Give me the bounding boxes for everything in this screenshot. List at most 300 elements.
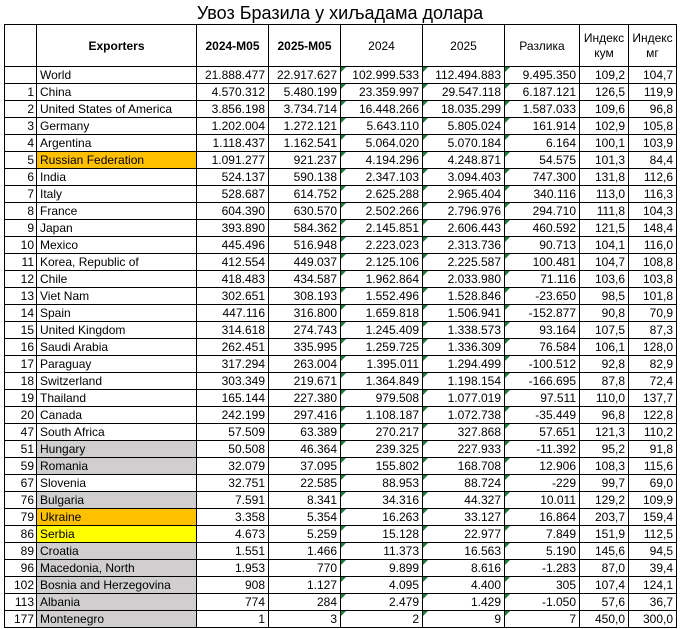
index-cumulative-cell[interactable]: 151,9 [580,526,629,543]
exporter-cell[interactable]: Italy [37,186,197,203]
value-2024-cell[interactable]: 23.359.997 [341,84,423,101]
index-monthly-cell[interactable]: 115,6 [629,458,677,475]
value-2025-m05-cell[interactable]: 5.354 [269,509,341,526]
difference-cell[interactable]: 1.587.033 [505,101,580,118]
index-cumulative-cell[interactable]: 100,1 [580,135,629,152]
value-2025-m05-cell[interactable]: 335.995 [269,339,341,356]
value-2024-m05-cell[interactable]: 1.118.437 [197,135,269,152]
difference-cell[interactable]: 97.511 [505,390,580,407]
index-monthly-cell[interactable]: 109,9 [629,492,677,509]
index-monthly-cell[interactable]: 112,6 [629,169,677,186]
value-2025-m05-cell[interactable]: 630.570 [269,203,341,220]
value-2024-cell[interactable]: 1.245.409 [341,322,423,339]
value-2024-cell[interactable]: 15.128 [341,526,423,543]
index-monthly-cell[interactable]: 108,8 [629,254,677,271]
index-monthly-cell[interactable]: 96,8 [629,101,677,118]
index-monthly-cell[interactable]: 148,4 [629,220,677,237]
rank-cell[interactable]: 10 [5,237,37,254]
difference-cell[interactable]: -1.050 [505,594,580,611]
exporter-cell[interactable]: Viet Nam [37,288,197,305]
header-difference[interactable]: Разлика [505,25,580,67]
difference-cell[interactable]: -1.283 [505,560,580,577]
value-2025-cell[interactable]: 16.563 [423,543,505,560]
value-2024-cell[interactable]: 34.316 [341,492,423,509]
value-2025-cell[interactable]: 4.248.871 [423,152,505,169]
exporter-cell[interactable]: United States of America [37,101,197,118]
value-2024-cell[interactable]: 1.259.725 [341,339,423,356]
rank-cell[interactable]: 17 [5,356,37,373]
exporter-cell[interactable]: Japan [37,220,197,237]
difference-cell[interactable]: 12.906 [505,458,580,475]
rank-cell[interactable]: 96 [5,560,37,577]
rank-cell[interactable]: 59 [5,458,37,475]
exporter-cell[interactable]: Slovenia [37,475,197,492]
value-2024-cell[interactable]: 2.502.266 [341,203,423,220]
value-2025-m05-cell[interactable]: 516.948 [269,237,341,254]
rank-cell[interactable]: 16 [5,339,37,356]
value-2025-m05-cell[interactable]: 1.272.121 [269,118,341,135]
value-2024-cell[interactable]: 239.325 [341,441,423,458]
value-2024-cell[interactable]: 979.508 [341,390,423,407]
exporter-cell[interactable]: Saudi Arabia [37,339,197,356]
index-cumulative-cell[interactable]: 87,0 [580,560,629,577]
value-2024-cell[interactable]: 2 [341,611,423,628]
value-2025-m05-cell[interactable]: 5.259 [269,526,341,543]
value-2024-m05-cell[interactable]: 7.591 [197,492,269,509]
value-2025-m05-cell[interactable]: 284 [269,594,341,611]
index-monthly-cell[interactable]: 159,4 [629,509,677,526]
value-2025-m05-cell[interactable]: 308.193 [269,288,341,305]
difference-cell[interactable]: -229 [505,475,580,492]
value-2025-m05-cell[interactable]: 3 [269,611,341,628]
rank-cell[interactable]: 20 [5,407,37,424]
value-2025-m05-cell[interactable]: 46.364 [269,441,341,458]
value-2025-cell[interactable]: 44.327 [423,492,505,509]
value-2024-m05-cell[interactable]: 314.618 [197,322,269,339]
difference-cell[interactable]: -152.877 [505,305,580,322]
rank-cell[interactable]: 6 [5,169,37,186]
index-monthly-cell[interactable]: 84,4 [629,152,677,169]
rank-cell[interactable]: 18 [5,373,37,390]
header-index-cumulative[interactable]: Индекс кум [580,25,629,67]
value-2025-m05-cell[interactable]: 227.380 [269,390,341,407]
exporter-cell[interactable]: France [37,203,197,220]
rank-cell[interactable]: 9 [5,220,37,237]
difference-cell[interactable]: 7.849 [505,526,580,543]
index-cumulative-cell[interactable]: 104,7 [580,254,629,271]
rank-cell[interactable]: 47 [5,424,37,441]
rank-cell[interactable]: 14 [5,305,37,322]
exporter-cell[interactable]: Romania [37,458,197,475]
index-cumulative-cell[interactable]: 87,8 [580,373,629,390]
index-cumulative-cell[interactable]: 101,3 [580,152,629,169]
index-cumulative-cell[interactable]: 203,7 [580,509,629,526]
value-2024-cell[interactable]: 4.095 [341,577,423,594]
index-monthly-cell[interactable]: 110,2 [629,424,677,441]
value-2025-cell[interactable]: 327.868 [423,424,505,441]
index-monthly-cell[interactable]: 101,8 [629,288,677,305]
value-2025-cell[interactable]: 3.094.403 [423,169,505,186]
value-2024-m05-cell[interactable]: 528.687 [197,186,269,203]
index-cumulative-cell[interactable]: 111,8 [580,203,629,220]
value-2025-m05-cell[interactable]: 770 [269,560,341,577]
value-2025-m05-cell[interactable]: 614.752 [269,186,341,203]
value-2025-cell[interactable]: 33.127 [423,509,505,526]
value-2024-m05-cell[interactable]: 3.856.198 [197,101,269,118]
exporter-cell[interactable]: Argentina [37,135,197,152]
value-2024-m05-cell[interactable]: 32.751 [197,475,269,492]
value-2024-cell[interactable]: 1.108.187 [341,407,423,424]
value-2024-cell[interactable]: 5.643.110 [341,118,423,135]
value-2024-cell[interactable]: 2.223.023 [341,237,423,254]
index-monthly-cell[interactable]: 300,0 [629,611,677,628]
value-2024-m05-cell[interactable]: 317.294 [197,356,269,373]
exporter-cell[interactable]: Spain [37,305,197,322]
index-cumulative-cell[interactable]: 103,6 [580,271,629,288]
value-2025-cell[interactable]: 2.033.980 [423,271,505,288]
value-2025-cell[interactable]: 1.198.154 [423,373,505,390]
rank-cell[interactable]: 4 [5,135,37,152]
value-2024-cell[interactable]: 155.802 [341,458,423,475]
value-2024-m05-cell[interactable]: 165.144 [197,390,269,407]
value-2025-cell[interactable]: 112.494.883 [423,67,505,84]
rank-cell[interactable]: 7 [5,186,37,203]
exporter-cell[interactable]: Ukraine [37,509,197,526]
index-monthly-cell[interactable]: 116,3 [629,186,677,203]
exporter-cell[interactable]: Serbia [37,526,197,543]
value-2025-cell[interactable]: 1.336.309 [423,339,505,356]
value-2024-m05-cell[interactable]: 50.508 [197,441,269,458]
index-monthly-cell[interactable]: 116,0 [629,237,677,254]
value-2025-m05-cell[interactable]: 584.362 [269,220,341,237]
value-2025-m05-cell[interactable]: 449.037 [269,254,341,271]
rank-cell[interactable]: 113 [5,594,37,611]
rank-cell[interactable]: 2 [5,101,37,118]
rank-cell[interactable]: 89 [5,543,37,560]
difference-cell[interactable]: 5.190 [505,543,580,560]
index-monthly-cell[interactable]: 69,0 [629,475,677,492]
exporter-cell[interactable]: Germany [37,118,197,135]
value-2024-m05-cell[interactable]: 1 [197,611,269,628]
value-2025-m05-cell[interactable]: 1.466 [269,543,341,560]
index-cumulative-cell[interactable]: 90,8 [580,305,629,322]
index-cumulative-cell[interactable]: 96,8 [580,407,629,424]
value-2025-cell[interactable]: 4.400 [423,577,505,594]
index-monthly-cell[interactable]: 137,7 [629,390,677,407]
rank-cell[interactable]: 76 [5,492,37,509]
value-2025-cell[interactable]: 22.977 [423,526,505,543]
value-2025-cell[interactable]: 2.606.443 [423,220,505,237]
value-2024-m05-cell[interactable]: 302.651 [197,288,269,305]
index-cumulative-cell[interactable]: 99,7 [580,475,629,492]
index-monthly-cell[interactable]: 122,8 [629,407,677,424]
value-2024-m05-cell[interactable]: 412.554 [197,254,269,271]
value-2025-cell[interactable]: 2.225.587 [423,254,505,271]
difference-cell[interactable]: 340.116 [505,186,580,203]
value-2025-cell[interactable]: 2.796.976 [423,203,505,220]
index-cumulative-cell[interactable]: 98,5 [580,288,629,305]
value-2024-m05-cell[interactable]: 447.116 [197,305,269,322]
value-2024-cell[interactable]: 5.064.020 [341,135,423,152]
index-cumulative-cell[interactable]: 131,8 [580,169,629,186]
exporter-cell[interactable]: Chile [37,271,197,288]
value-2024-m05-cell[interactable]: 4.570.312 [197,84,269,101]
value-2024-cell[interactable]: 9.899 [341,560,423,577]
value-2024-m05-cell[interactable]: 774 [197,594,269,611]
difference-cell[interactable]: 305 [505,577,580,594]
index-monthly-cell[interactable]: 36,7 [629,594,677,611]
value-2025-cell[interactable]: 1.338.573 [423,322,505,339]
value-2025-m05-cell[interactable]: 22.917.627 [269,67,341,84]
value-2025-cell[interactable]: 2.965.404 [423,186,505,203]
header-2024-m05[interactable]: 2024-M05 [197,25,269,67]
value-2024-m05-cell[interactable]: 393.890 [197,220,269,237]
value-2024-cell[interactable]: 16.263 [341,509,423,526]
value-2025-m05-cell[interactable]: 219.671 [269,373,341,390]
difference-cell[interactable]: 10.011 [505,492,580,509]
value-2025-cell[interactable]: 88.724 [423,475,505,492]
index-monthly-cell[interactable]: 70,9 [629,305,677,322]
value-2024-cell[interactable]: 1.364.849 [341,373,423,390]
rank-cell[interactable]: 79 [5,509,37,526]
value-2025-cell[interactable]: 227.933 [423,441,505,458]
difference-cell[interactable]: -35.449 [505,407,580,424]
value-2024-cell[interactable]: 2.145.851 [341,220,423,237]
rank-cell[interactable]: 15 [5,322,37,339]
value-2024-cell[interactable]: 1.552.496 [341,288,423,305]
value-2025-m05-cell[interactable]: 3.734.714 [269,101,341,118]
exporter-cell[interactable]: Bulgaria [37,492,197,509]
index-cumulative-cell[interactable]: 107,5 [580,322,629,339]
value-2025-m05-cell[interactable]: 37.095 [269,458,341,475]
index-cumulative-cell[interactable]: 57,6 [580,594,629,611]
exporter-cell[interactable]: Hungary [37,441,197,458]
value-2025-m05-cell[interactable]: 316.800 [269,305,341,322]
index-cumulative-cell[interactable]: 129,2 [580,492,629,509]
value-2025-m05-cell[interactable]: 1.162.541 [269,135,341,152]
difference-cell[interactable]: -23.650 [505,288,580,305]
value-2024-cell[interactable]: 16.448.266 [341,101,423,118]
index-monthly-cell[interactable]: 103,8 [629,271,677,288]
exporter-cell[interactable]: Canada [37,407,197,424]
index-monthly-cell[interactable]: 119,9 [629,84,677,101]
value-2024-m05-cell[interactable]: 303.349 [197,373,269,390]
index-monthly-cell[interactable]: 91,8 [629,441,677,458]
value-2024-m05-cell[interactable]: 604.390 [197,203,269,220]
exporter-cell[interactable]: Macedonia, North [37,560,197,577]
value-2024-cell[interactable]: 1.395.011 [341,356,423,373]
index-monthly-cell[interactable]: 128,0 [629,339,677,356]
rank-cell[interactable]: 8 [5,203,37,220]
index-cumulative-cell[interactable]: 104,1 [580,237,629,254]
exporter-cell[interactable]: China [37,84,197,101]
index-monthly-cell[interactable]: 82,9 [629,356,677,373]
value-2025-cell[interactable]: 1.528.846 [423,288,505,305]
value-2025-cell[interactable]: 1.506.941 [423,305,505,322]
value-2025-cell[interactable]: 1.294.499 [423,356,505,373]
value-2024-cell[interactable]: 2.479 [341,594,423,611]
rank-cell[interactable]: 11 [5,254,37,271]
header-2025-m05[interactable]: 2025-M05 [269,25,341,67]
index-monthly-cell[interactable]: 72,4 [629,373,677,390]
index-cumulative-cell[interactable]: 126,5 [580,84,629,101]
value-2024-cell[interactable]: 2.347.103 [341,169,423,186]
value-2025-m05-cell[interactable]: 8.341 [269,492,341,509]
index-cumulative-cell[interactable]: 95,2 [580,441,629,458]
value-2024-m05-cell[interactable]: 4.673 [197,526,269,543]
value-2024-cell[interactable]: 88.953 [341,475,423,492]
index-monthly-cell[interactable]: 103,9 [629,135,677,152]
value-2025-cell[interactable]: 2.313.736 [423,237,505,254]
value-2024-m05-cell[interactable]: 1.202.004 [197,118,269,135]
value-2024-m05-cell[interactable]: 1.953 [197,560,269,577]
index-cumulative-cell[interactable]: 108,3 [580,458,629,475]
rank-cell[interactable]: 177 [5,611,37,628]
exporter-cell[interactable]: World [37,67,197,84]
rank-cell[interactable]: 86 [5,526,37,543]
rank-cell[interactable]: 67 [5,475,37,492]
value-2024-cell[interactable]: 4.194.296 [341,152,423,169]
difference-cell[interactable]: 76.584 [505,339,580,356]
index-monthly-cell[interactable]: 105,8 [629,118,677,135]
index-cumulative-cell[interactable]: 113,0 [580,186,629,203]
difference-cell[interactable]: 71.116 [505,271,580,288]
difference-cell[interactable]: 100.481 [505,254,580,271]
difference-cell[interactable]: 6.164 [505,135,580,152]
value-2024-m05-cell[interactable]: 242.199 [197,407,269,424]
header-2025[interactable]: 2025 [423,25,505,67]
header-exporters[interactable]: Exporters [37,25,197,67]
value-2024-m05-cell[interactable]: 57.509 [197,424,269,441]
exporter-cell[interactable]: Croatia [37,543,197,560]
difference-cell[interactable]: 7 [505,611,580,628]
value-2025-m05-cell[interactable]: 5.480.199 [269,84,341,101]
index-cumulative-cell[interactable]: 107,4 [580,577,629,594]
index-cumulative-cell[interactable]: 92,8 [580,356,629,373]
rank-cell[interactable]: 51 [5,441,37,458]
difference-cell[interactable]: 161.914 [505,118,580,135]
value-2025-m05-cell[interactable]: 1.127 [269,577,341,594]
exporter-cell[interactable]: South Africa [37,424,197,441]
value-2025-cell[interactable]: 168.708 [423,458,505,475]
exporter-cell[interactable]: India [37,169,197,186]
value-2025-cell[interactable]: 1.077.019 [423,390,505,407]
index-monthly-cell[interactable]: 87,3 [629,322,677,339]
difference-cell[interactable]: 90.713 [505,237,580,254]
index-monthly-cell[interactable]: 124,1 [629,577,677,594]
rank-cell[interactable]: 12 [5,271,37,288]
difference-cell[interactable]: -11.392 [505,441,580,458]
value-2025-m05-cell[interactable]: 274.743 [269,322,341,339]
header-rank[interactable] [5,25,37,67]
rank-cell[interactable]: 102 [5,577,37,594]
value-2024-m05-cell[interactable]: 418.483 [197,271,269,288]
value-2025-cell[interactable]: 8.616 [423,560,505,577]
exporter-cell[interactable]: Bosnia and Herzegovina [37,577,197,594]
index-monthly-cell[interactable]: 39,4 [629,560,677,577]
index-cumulative-cell[interactable]: 110,0 [580,390,629,407]
index-monthly-cell[interactable]: 104,7 [629,67,677,84]
value-2024-m05-cell[interactable]: 21.888.477 [197,67,269,84]
value-2025-m05-cell[interactable]: 63.389 [269,424,341,441]
difference-cell[interactable]: 9.495.350 [505,67,580,84]
rank-cell[interactable]: 3 [5,118,37,135]
value-2025-m05-cell[interactable]: 921.237 [269,152,341,169]
value-2024-cell[interactable]: 1.962.864 [341,271,423,288]
difference-cell[interactable]: -100.512 [505,356,580,373]
difference-cell[interactable]: 747.300 [505,169,580,186]
value-2025-m05-cell[interactable]: 434.587 [269,271,341,288]
value-2025-cell[interactable]: 18.035.299 [423,101,505,118]
exporter-cell[interactable]: Albania [37,594,197,611]
value-2025-m05-cell[interactable]: 590.138 [269,169,341,186]
value-2024-m05-cell[interactable]: 3.358 [197,509,269,526]
exporter-cell[interactable]: Mexico [37,237,197,254]
exporter-cell[interactable]: Switzerland [37,373,197,390]
header-index-monthly[interactable]: Индекс мг [629,25,677,67]
rank-cell[interactable]: 19 [5,390,37,407]
value-2024-m05-cell[interactable]: 1.551 [197,543,269,560]
value-2025-cell[interactable]: 29.547.118 [423,84,505,101]
difference-cell[interactable]: 16.864 [505,509,580,526]
value-2024-m05-cell[interactable]: 1.091.277 [197,152,269,169]
exporter-cell[interactable]: Korea, Republic of [37,254,197,271]
exporter-cell[interactable]: Montenegro [37,611,197,628]
rank-cell[interactable] [5,67,37,84]
index-cumulative-cell[interactable]: 106,1 [580,339,629,356]
index-cumulative-cell[interactable]: 450,0 [580,611,629,628]
value-2025-cell[interactable]: 5.070.184 [423,135,505,152]
value-2024-cell[interactable]: 1.659.818 [341,305,423,322]
difference-cell[interactable]: 93.164 [505,322,580,339]
exporter-cell[interactable]: Russian Federation [37,152,197,169]
header-2024[interactable]: 2024 [341,25,423,67]
index-cumulative-cell[interactable]: 109,6 [580,101,629,118]
index-cumulative-cell[interactable]: 121,5 [580,220,629,237]
value-2025-cell[interactable]: 9 [423,611,505,628]
rank-cell[interactable]: 5 [5,152,37,169]
value-2025-m05-cell[interactable]: 297.416 [269,407,341,424]
value-2025-cell[interactable]: 1.072.738 [423,407,505,424]
value-2024-m05-cell[interactable]: 524.137 [197,169,269,186]
index-cumulative-cell[interactable]: 121,3 [580,424,629,441]
difference-cell[interactable]: 54.575 [505,152,580,169]
difference-cell[interactable]: 57.651 [505,424,580,441]
exporter-cell[interactable]: Paraguay [37,356,197,373]
value-2024-m05-cell[interactable]: 32.079 [197,458,269,475]
value-2024-m05-cell[interactable]: 445.496 [197,237,269,254]
difference-cell[interactable]: 294.710 [505,203,580,220]
difference-cell[interactable]: 460.592 [505,220,580,237]
value-2024-cell[interactable]: 2.625.288 [341,186,423,203]
rank-cell[interactable]: 13 [5,288,37,305]
index-cumulative-cell[interactable]: 102,9 [580,118,629,135]
value-2025-m05-cell[interactable]: 263.004 [269,356,341,373]
exporter-cell[interactable]: United Kingdom [37,322,197,339]
index-cumulative-cell[interactable]: 145,6 [580,543,629,560]
value-2024-cell[interactable]: 270.217 [341,424,423,441]
value-2025-cell[interactable]: 1.429 [423,594,505,611]
value-2024-cell[interactable]: 11.373 [341,543,423,560]
index-monthly-cell[interactable]: 112,5 [629,526,677,543]
value-2024-cell[interactable]: 2.125.106 [341,254,423,271]
difference-cell[interactable]: -166.695 [505,373,580,390]
index-monthly-cell[interactable]: 104,3 [629,203,677,220]
value-2024-m05-cell[interactable]: 908 [197,577,269,594]
value-2025-m05-cell[interactable]: 22.585 [269,475,341,492]
difference-cell[interactable]: 6.187.121 [505,84,580,101]
value-2025-cell[interactable]: 5.805.024 [423,118,505,135]
